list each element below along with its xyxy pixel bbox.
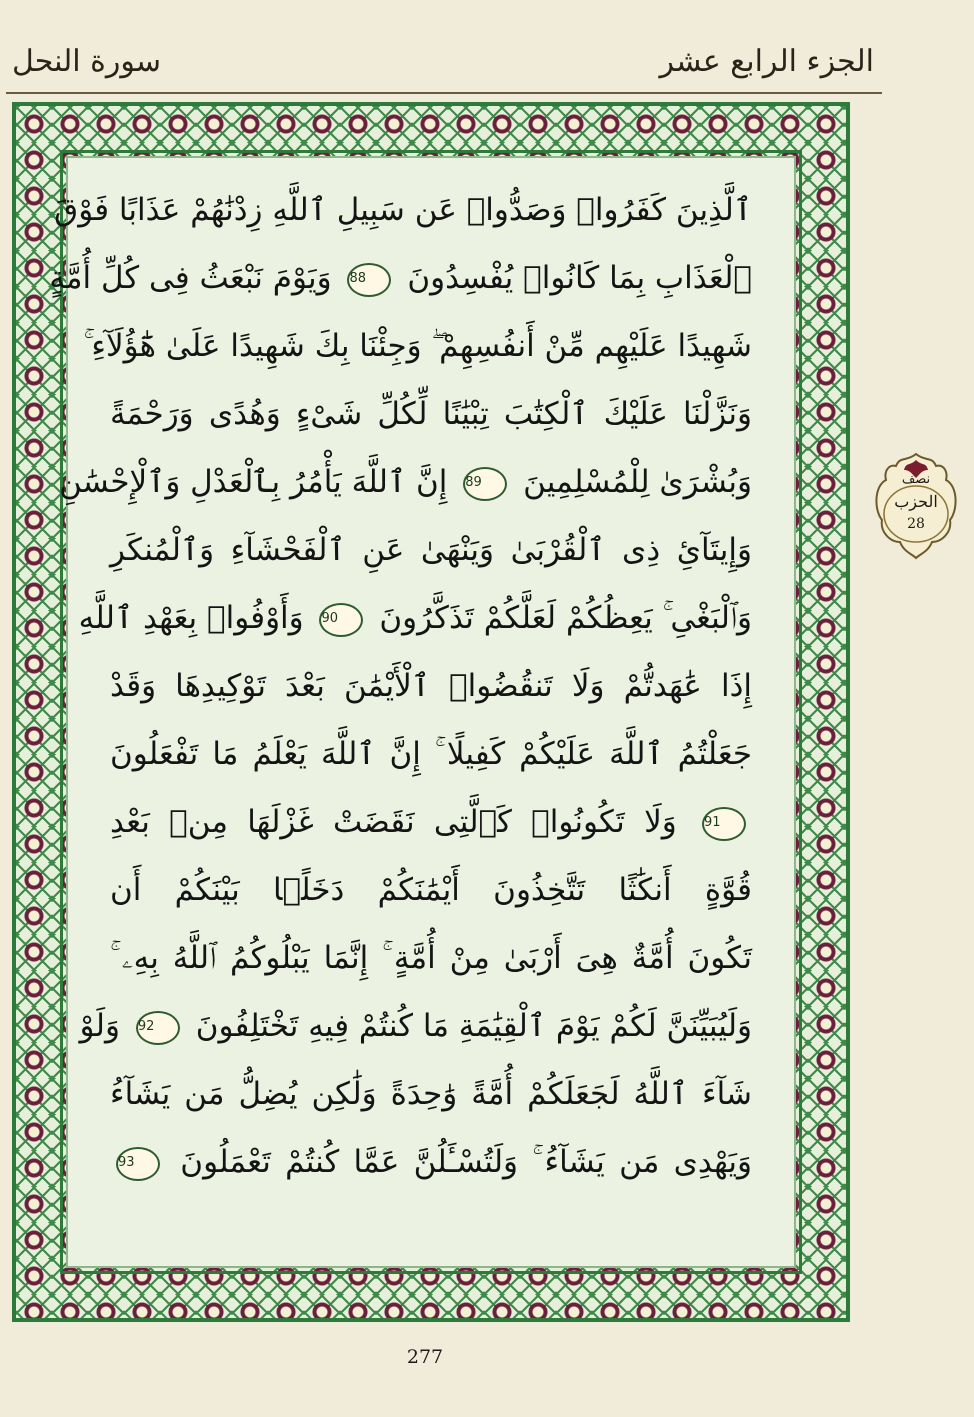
verse-text: إِذَا عَٰهَدتُّمْ وَلَا تَنقُضُوا۟ ٱلْأَيْمَٰنَ بَعْدَ تَوْكِيدِهَا وَقَدْ (110, 668, 752, 704)
decorative-frame (12, 102, 850, 1322)
verse-line-4 (110, 380, 752, 448)
verse-text: ٱلْعَذَابِ بِمَا كَانُوا۟ يُفْسِدُونَ (407, 260, 752, 296)
verse-text: وَٱلْبَغْىِ ۚ يَعِظُكُمْ لَعَلَّكُمْ تَذَكَّرُونَ (379, 600, 752, 636)
verse-lines (49, 176, 753, 1196)
verse-line-6 (110, 516, 752, 584)
verse-line-5 (59, 448, 752, 516)
verse-text: إِنَّ ٱللَّهَ يَأْمُرُ بِٱلْعَدْلِ وَٱلْإِحْسَٰنِ (59, 464, 448, 500)
verse-text: وَبُشْرَىٰ لِلْمُسْلِمِينَ (523, 464, 752, 500)
verse-line-15 (110, 1128, 752, 1196)
ayah-marker-91: 91 (702, 807, 746, 841)
verse-line-10 (110, 788, 752, 856)
ayah-marker-89: 89 (463, 467, 507, 501)
ayah-marker-90: 90 (319, 603, 363, 637)
hizb-marker (866, 450, 966, 562)
verse-line-12 (110, 924, 752, 992)
verse-line-11 (110, 856, 752, 924)
verse-text: ٱلَّذِينَ كَفَرُوا۟ وَصَدُّوا۟ عَن سَبِيلِ ٱللَّهِ زِدْنَٰهُمْ عَذَابًا فَوْقَ (54, 192, 752, 228)
ayah-marker-93: 93 (116, 1147, 160, 1181)
verse-line-13 (79, 992, 752, 1060)
verse-text: وَلَيُبَيِّنَنَّ لَكُمْ يَوْمَ ٱلْقِيَٰمَةِ مَا كُنتُمْ فِيهِ تَخْتَلِفُونَ (195, 1008, 752, 1044)
verse-line-9 (110, 720, 752, 788)
verse-line-8 (110, 652, 752, 720)
juz-header: الجزء الرابع عشر (659, 44, 874, 79)
verse-text: شَهِيدًا عَلَيْهِم مِّنْ أَنفُسِهِمْ ۖ وَجِئْنَا بِكَ شَهِيدًا عَلَىٰ هَٰٓؤُلَآءِ ۚ (83, 328, 752, 364)
text-panel (49, 156, 796, 1268)
hizb-label-hizb: الحزب (894, 492, 938, 511)
verse-line-7 (78, 584, 752, 652)
verse-text: وَلَا تَكُونُوا۟ كَٱلَّتِى نَقَضَتْ غَزْلَهَا مِنۢ بَعْدِ (110, 804, 677, 840)
verse-line-14 (110, 1060, 752, 1128)
verse-line-3 (83, 312, 752, 380)
verse-text: وَلَوْ (79, 1008, 120, 1044)
ayah-marker-92: 92 (136, 1011, 180, 1045)
surah-header: سورة النحل (12, 44, 161, 79)
header-rule (6, 92, 882, 94)
verse-text: تَكُونَ أُمَّةٌ هِىَ أَرْبَىٰ مِنْ أُمَّةٍ ۚ إِنَّمَا يَبْلُوكُمُ ٱللَّهُ بِهِۦ ۚ (110, 940, 752, 976)
verse-text: وَإِيتَآئِ ذِى ٱلْقُرْبَىٰ وَيَنْهَىٰ عَنِ ٱلْفَحْشَآءِ وَٱلْمُنكَرِ (110, 532, 752, 568)
page-number: 277 (406, 1346, 444, 1368)
verse-line-1 (54, 176, 752, 244)
verse-line-2 (49, 244, 752, 312)
verse-text: وَيَوْمَ نَبْعَثُ فِى كُلِّ أُمَّةٍ (49, 260, 332, 296)
verse-text: جَعَلْتُمُ ٱللَّهَ عَلَيْكُمْ كَفِيلًا ۚ إِنَّ ٱللَّهَ يَعْلَمُ مَا تَفْعَلُونَ (110, 736, 752, 772)
verse-text: شَآءَ ٱللَّهُ لَجَعَلَكُمْ أُمَّةً وَٰحِدَةً وَلَٰكِن يُضِلُّ مَن يَشَآءُ (110, 1076, 752, 1112)
ayah-marker-88: 88 (347, 263, 391, 297)
hizb-label-half: نصف (901, 472, 931, 487)
verse-text: قُوَّةٍ أَنكَٰثًا تَتَّخِذُونَ أَيْمَٰنَكُمْ دَخَلًۢا بَيْنَكُمْ أَن (110, 872, 752, 908)
verse-text: وَنَزَّلْنَا عَلَيْكَ ٱلْكِتَٰبَ تِبْيَٰنًا لِّكُلِّ شَىْءٍ وَهُدًى وَرَحْمَةً (110, 396, 752, 432)
verse-text: وَيَهْدِى مَن يَشَآءُ ۚ وَلَتُسْـَٔلُنَّ عَمَّا كُنتُمْ تَعْمَلُونَ (180, 1144, 753, 1180)
verse-text: وَأَوْفُوا۟ بِعَهْدِ ٱللَّهِ (78, 600, 304, 636)
hizb-number: 28 (907, 516, 925, 532)
